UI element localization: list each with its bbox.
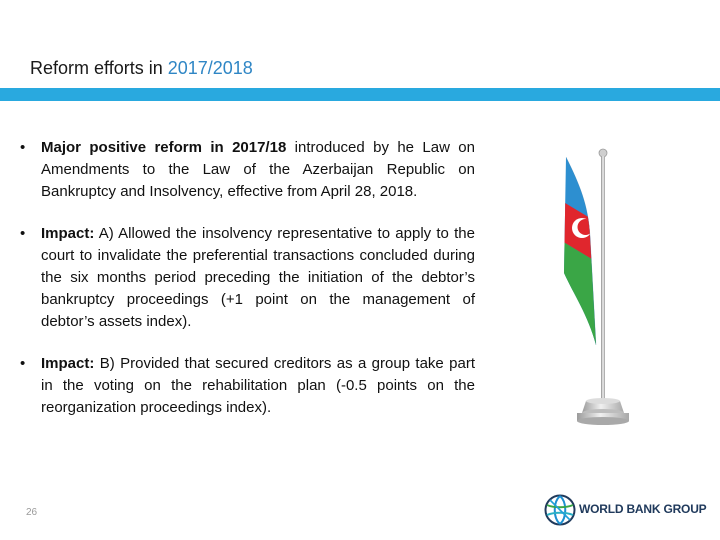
flag-base <box>577 398 629 425</box>
bullet-dot: • <box>20 355 26 372</box>
logo-text: WORLD BANK GROUP <box>579 502 707 516</box>
title-text: Reform efforts in <box>30 58 168 78</box>
bullet-item <box>20 137 475 203</box>
page-number: 26 <box>26 507 38 518</box>
bullet-dot: • <box>20 139 26 156</box>
bullet-text: introduced by he Law on Amendments to the Law of the Azerbaijan Republic on Bankruptcy and Insolvency, effective from April 28, 2018. <box>41 139 475 200</box>
bullet-item <box>20 223 475 333</box>
bullet-heading: Major positive reform in 2017/18 <box>41 139 287 156</box>
azerbaijan-flag-icon <box>560 145 680 430</box>
bullet-text: A) Allowed the insolvency representative to apply to the court to invalidate the preferential transactions concluded during the six months period preceding the initiation of the debtor’s bankruptcy proceedings (+1 point on the management of debtor’s assets index). <box>41 225 475 330</box>
title-year: 2017/2018 <box>167 58 253 78</box>
flag-pole <box>599 149 607 401</box>
bullet-heading: Impact: <box>41 225 95 242</box>
world-bank-logo <box>544 494 707 528</box>
title-bar <box>0 88 720 101</box>
bullet-list <box>20 137 475 419</box>
slide-title <box>30 58 253 79</box>
bullet-dot: • <box>20 225 26 242</box>
bullet-item <box>20 353 475 419</box>
bullet-text: B) Provided that secured creditors as a group take part in the voting on the rehabilitation plan (-0.5 points on the reorganization proceedings index). <box>41 355 475 416</box>
bullet-heading: Impact: <box>41 355 95 372</box>
world-bank-globe-icon <box>544 494 576 526</box>
